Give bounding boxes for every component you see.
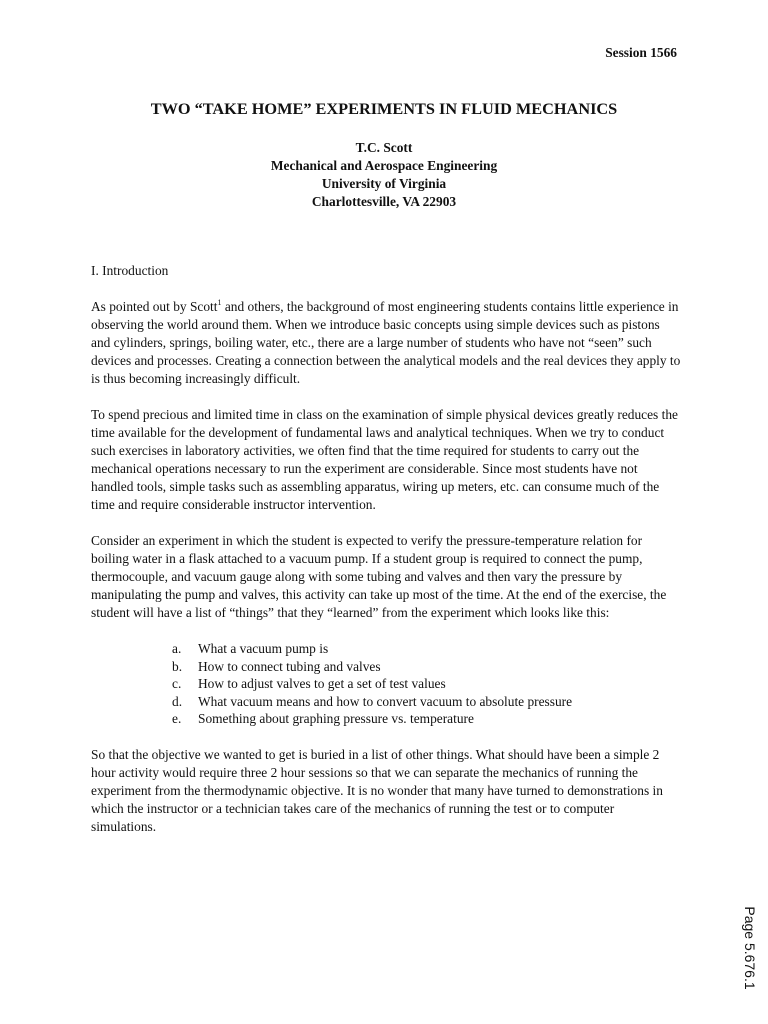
list-item-text: How to connect tubing and valves — [198, 658, 381, 674]
list-item-text: What vacuum means and how to convert vacuum to absolute pressure — [198, 693, 573, 709]
author-university: University of Virginia — [321, 176, 447, 191]
author-name: T.C. Scott — [355, 140, 413, 155]
author-block — [0, 139, 768, 211]
section-heading-introduction: I. Introduction — [91, 263, 169, 278]
session-number: Session 1566 — [605, 45, 677, 60]
list-item-text: How to adjust valves to get a set of test values — [198, 676, 446, 692]
list-item — [172, 693, 681, 711]
learned-things-list — [91, 640, 681, 728]
list-item-text: Something about graphing pressure vs. temperature — [198, 711, 474, 727]
list-item — [172, 640, 681, 658]
paper-title: TWO “TAKE HOME” EXPERIMENTS IN FLUID MECHANICS — [150, 99, 618, 118]
list-item-letter: a. — [172, 641, 182, 656]
paragraph-1-rest: and others, the background of most engineering students contains little experience in observing the world around them. When we introduce basic concepts using simple devices such as pistons and cylinders, springs, boiling water, etc., there are a large number of students who have not “seen” such devices and processes. Creating a connection between the analytical models and the real devices they apply to is thus becoming increasingly difficult. — [91, 299, 681, 386]
list-item-letter: c. — [172, 676, 182, 692]
reference-superscript: 1 — [217, 298, 222, 307]
list-item — [172, 710, 681, 728]
paragraph-1-lead: As pointed out by Scott — [91, 299, 218, 314]
page-number-margin — [740, 898, 760, 998]
list-item-text: What a vacuum pump is — [198, 641, 329, 656]
list-item-letter: e. — [172, 711, 182, 727]
paragraph-4: So that the objective we wanted to get is buried in a list of other things. What should have been a simple 2 hour activity would require three 2 hour sessions so that we can separate the mechanics of running the experiment from the thermodynamic objective. It is no wonder that many have turned to demonstrations in which the instructor or a technician takes care of the mechanics of running the test or to computer simulations. — [91, 746, 663, 834]
page-number: Page 5.676.1 — [742, 906, 758, 990]
list-item-letter: d. — [172, 693, 183, 709]
list-item — [172, 658, 681, 676]
paragraph-3: Consider an experiment in which the student is expected to verify the pressure-temperature relation for boiling water in a flask attached to a vacuum pump. If a student group is required to connect the pump, thermocouple, and vacuum gauge along with some tubing and valves and then vary the pressure by manipulating the pump and valves, this activity can take up most of the time. At the end of the exercise, the student will have a list of “things” that they “learned” from the experiment which looks like this: — [91, 533, 667, 620]
list-item — [172, 675, 681, 693]
paragraph-1 — [91, 298, 681, 388]
author-department: Mechanical and Aerospace Engineering — [270, 158, 498, 173]
list-item-letter: b. — [172, 658, 183, 674]
author-address: Charlottesville, VA 22903 — [311, 194, 457, 209]
paragraph-2: To spend precious and limited time in class on the examination of simple physical devices greatly reduces the time available for the development of fundamental laws and analytical techniques. When we try to conduct such exercises in laboratory activities, we often find that the time required for students to carry out the mechanical operations necessary to run the experiment are considerable. Since most students have not handled tools, simple tasks such as assembling apparatus, wiring up meters, etc. can consume much of the time and require considerable instructor intervention. — [91, 407, 678, 512]
paper-body — [91, 262, 681, 854]
